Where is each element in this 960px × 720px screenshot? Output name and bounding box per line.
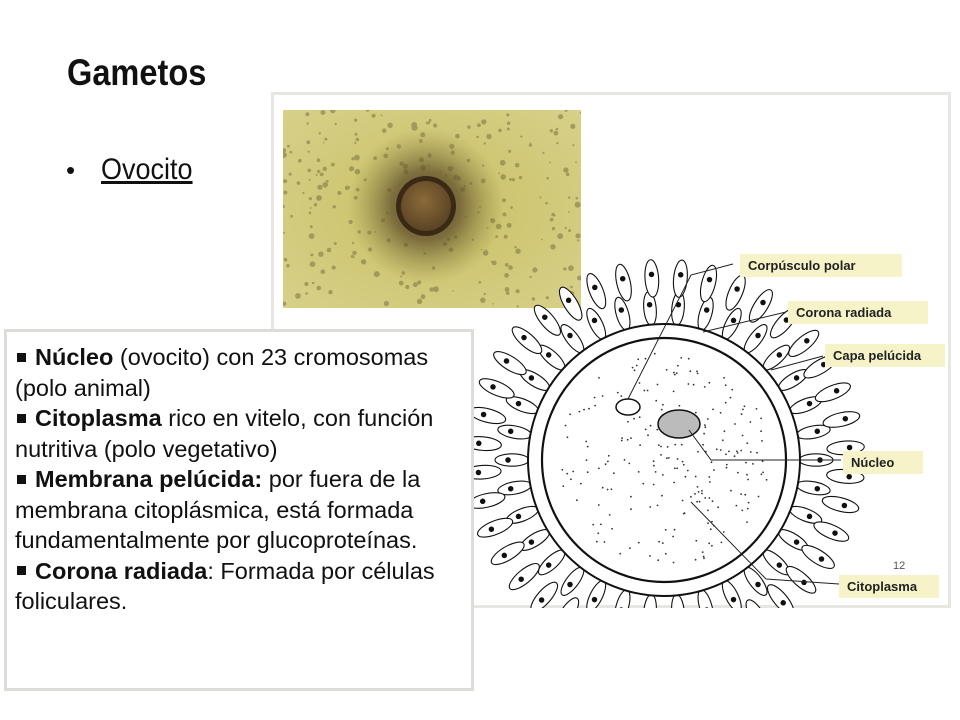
item-membrana: Membrana pelúcida: por fuera de la membrana citoplásmica, está formada fundamentalmente por glucoproteínas. [15,466,421,553]
square-bullet-icon [17,566,26,575]
item-corona: Corona radiada: Formada por células foliculares. [15,557,435,614]
bullet-dot: • [66,154,76,185]
nucleus [658,410,700,438]
description-textbox [4,329,474,691]
page-number: 12 [893,560,906,572]
square-bullet-icon [17,414,26,423]
item-citoplasma: Citoplasma rico en vitelo, con función nutritiva (polo vegetativo) [15,405,434,462]
label-capa-pelucida: Capa pelúcida [825,344,945,367]
bullet-ovocito [66,153,203,187]
item-nucleo: Núcleo (ovocito) con 23 cromosomas (polo animal) [15,344,429,401]
bullet-text: Ovocito [101,153,193,186]
label-corona-radiada: Corona radiada [788,301,928,324]
label-nucleo: Núcleo [843,451,923,474]
polar-body [616,399,640,415]
square-bullet-icon [17,475,26,484]
label-corpusculo-polar: Corpúsculo polar [740,254,902,277]
label-citoplasma: Citoplasma [839,575,939,598]
square-bullet-icon [17,353,26,362]
slide-title: Gametos [67,52,207,93]
